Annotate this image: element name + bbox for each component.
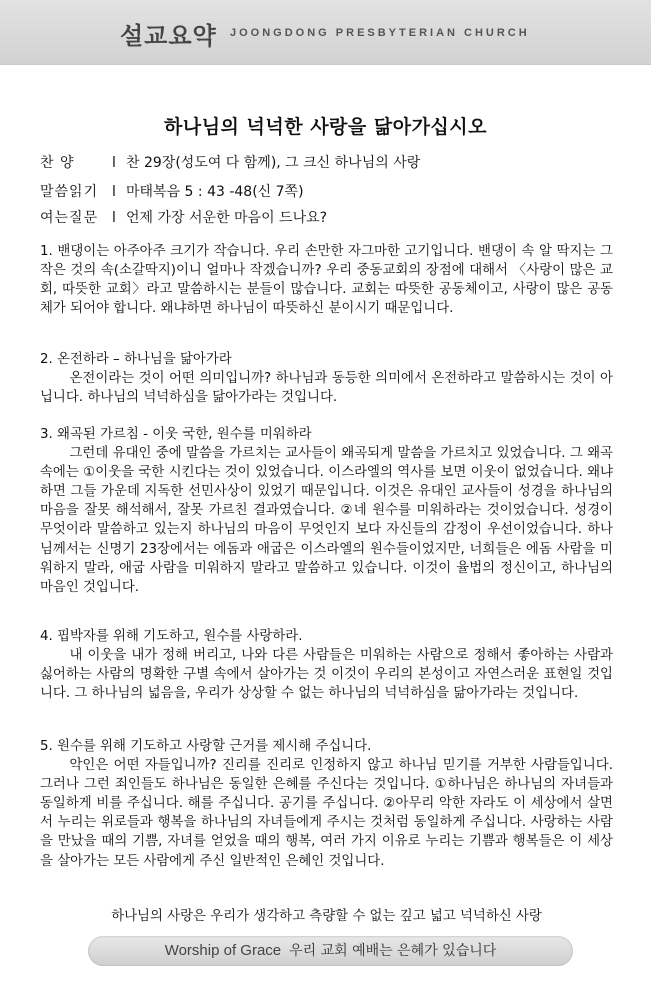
meta-separator: l bbox=[112, 184, 116, 200]
meta-question bbox=[40, 209, 327, 227]
footer-banner bbox=[88, 936, 573, 966]
footer-english: Worship of Grace bbox=[164, 942, 282, 959]
sermon-title: 하나님의 넉넉한 사랑을 닮아가십시오 bbox=[163, 116, 487, 138]
section-2-text: 온전이라는 것이 어떤 의미입니까? 하나님과 동등한 의미에서 온전하라고 말씀하시는 것이 아닙니다. 하나님의 넉넉하심을 닮아가라는 것입니다. bbox=[40, 371, 613, 406]
section-1-text: 1. 밴댕이는 아주아주 크기가 작습니다. 우리 손만한 자그마한 고기입니다. 밴댕이 속 알 딱지는 그 작은 것의 속(소갈딱지)이니 얼마나 작겠습니까? 우리 중동교회의 장점에 대해서 〈사랑이 많은 교회, 따뜻한 교회〉라고 말씀하시는 분들이 많습니다. 교회는 따뜻한 공동체이고, 사랑이 많은 공동체가 되어야 합니다. 왜냐하면 하나님이 따뜻하신 분이시기 때문입니다. bbox=[40, 244, 613, 317]
section-5-text: 악인은 어떤 자들입니까? 진리를 진리로 인정하지 않고 하나님 믿기를 거부한 사람들입니다. 그러나 그런 죄인들도 하나님은 동일한 은혜를 주신다는 것입니다. ①하나님은 하나님의 자녀들과 동일하게 비를 주십니다. 해를 주십니다. 공기를 주십니다. ②아무리 악한 자라도 이 세상에서 살면서 누리는 위로들과 행복을 하나님의 자녀들에게 주시는 것처럼 동일하게 주십니다. 사랑하는 사람을 만났을 때의 기쁨, 자녀를 얻었을 때의 행복, 여러 가지 이유로 누리는 기쁨과 행복들은 이 세상을 살아가는 모든 사람에게 주신 일반적인 은혜인 것입니다. bbox=[40, 758, 613, 869]
meta-hymn bbox=[40, 154, 420, 172]
closing-statement: 하나님의 사랑은 우리가 생각하고 측량할 수 없는 깊고 넓고 넉넉하신 사랑 bbox=[111, 909, 542, 924]
header-church-name: JOONGDONG PRESBYTERIAN CHURCH bbox=[230, 27, 530, 39]
meta-reading-label: 말씀읽기 bbox=[40, 184, 99, 200]
section-5-heading: 5. 원수를 위해 기도하고 사랑할 근거를 제시해 주십니다. bbox=[40, 739, 372, 754]
meta-question-label: 여는질문 bbox=[40, 210, 99, 226]
section-2-heading: 2. 온전하라 – 하나님을 닮아가라 bbox=[40, 352, 232, 367]
meta-hymn-label: 찬 양 bbox=[40, 155, 75, 171]
meta-question-value: 언제 가장 서운한 마음이 드나요? bbox=[126, 210, 328, 226]
header-title-ko: 설교요약 bbox=[120, 22, 217, 50]
header-banner bbox=[0, 0, 651, 65]
footer-korean: 우리 교회 예배는 은혜가 있습니다 bbox=[289, 943, 497, 959]
section-3 bbox=[40, 425, 613, 597]
meta-reading-value: 마태복음 5 : 43 -48(신 7쪽) bbox=[126, 184, 304, 200]
section-1 bbox=[40, 242, 613, 318]
section-4-heading: 4. 핍박자를 위해 기도하고, 원수를 사랑하라. bbox=[40, 629, 303, 644]
section-3-text: 그런데 유대인 중에 말씀을 가르치는 교사들이 왜곡되게 말씀을 가르치고 있었습니다. 그 왜곡 속에는 ①이웃을 국한 시킨다는 것이 있었습니다. 이스라엘의 역사를 보면 이웃이 없었습니다. 왜냐하면 그들 가운데 지독한 선민사상이 있었기 때문입니다. 이것은 유대인 교사들이 성경을 하나님의 마음을 잘못 해석해서, 잘못 가르친 결과였습니다. ②네 원수를 미워하라는 것이었습니다. 성경이 무엇이라 말씀하고 있는지 하나님의 마음이 무엇인지 보다 자신들의 감정이 우선이었습니다. 하나님께서는 신명기 23장에서는 에돔과 애굽은 이스라엘의 원수들이었지만, 너희들은 에돔 사람을 미워하지 말라, 애굽 사람을 미워하지 말라고 말씀하고 있습니다. 이것이 율법의 정신이고, 하나님의 마음인 것입니다. bbox=[40, 446, 613, 595]
section-2 bbox=[40, 350, 613, 407]
section-3-heading: 3. 왜곡된 가르침 - 이웃 국한, 원수를 미워하라 bbox=[40, 427, 312, 442]
meta-separator: l bbox=[112, 155, 116, 171]
section-4-text: 내 이웃을 내가 정해 버리고, 나와 다른 사람들은 미워하는 사람으로 정해서 좋아하는 사람과 싫어하는 사람의 명확한 구별 속에서 살아가는 것 이것이 우리의 본성이고 자연스러운 표현일 것입니다. 그 하나님의 넓음을, 우리가 상상할 수 없는 하나님의 넉넉하심을 닮아가라는 것입니다. bbox=[40, 648, 613, 702]
meta-hymn-value: 찬 29장(성도여 다 함께), 그 크신 하나님의 사랑 bbox=[126, 155, 421, 171]
meta-separator: l bbox=[112, 210, 116, 226]
meta-reading bbox=[40, 183, 304, 201]
section-4 bbox=[40, 627, 613, 703]
section-5 bbox=[40, 737, 613, 871]
